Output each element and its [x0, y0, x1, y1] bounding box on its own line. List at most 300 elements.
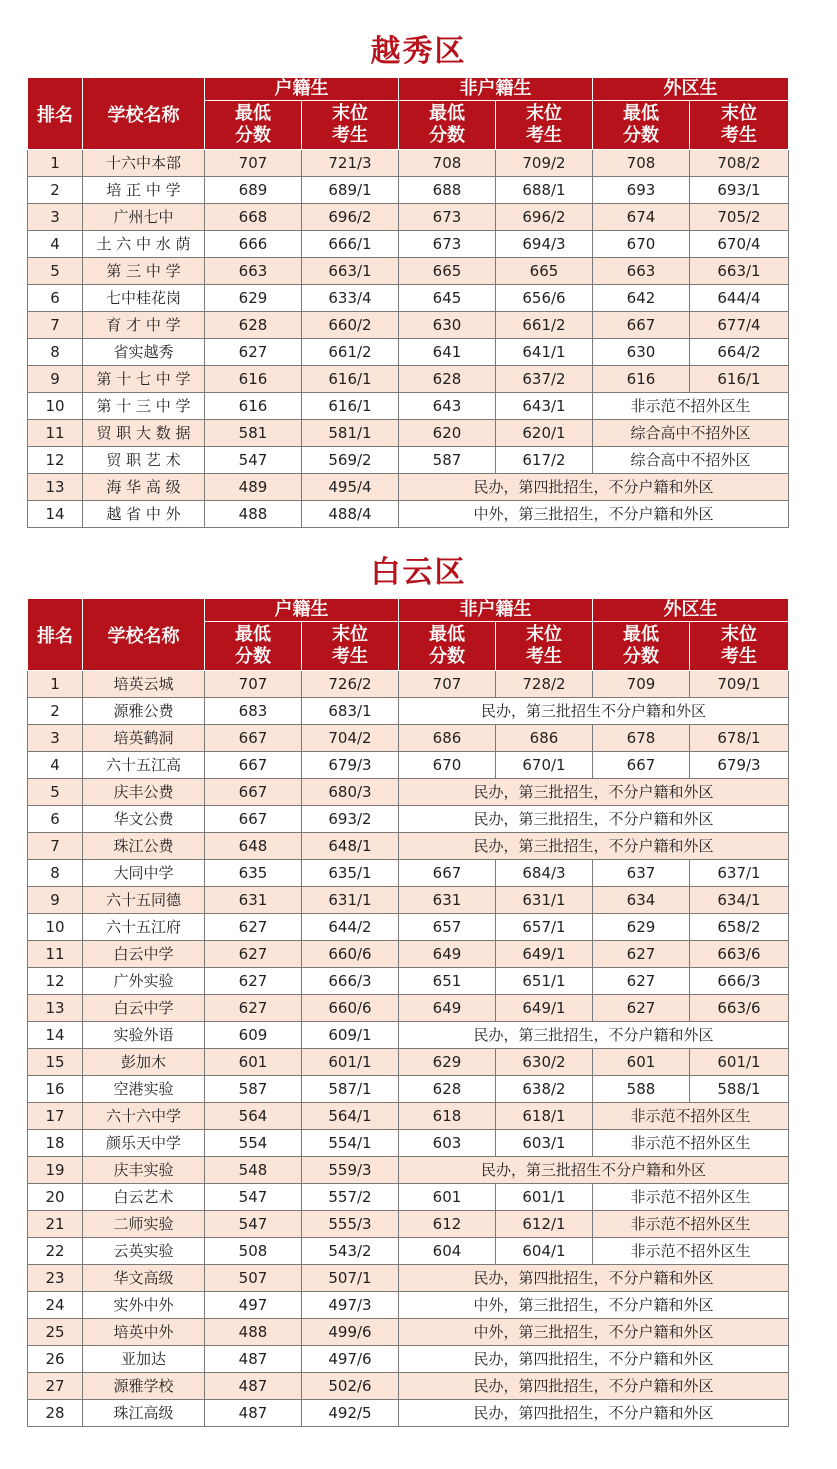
rank-cell: 2 [28, 177, 83, 204]
local-last-candidate: 635/1 [302, 860, 399, 887]
note-cell: 综合高中不招外区 [593, 447, 789, 474]
school-name-cell: 六十五江府 [83, 914, 205, 941]
local-min-score: 628 [205, 312, 302, 339]
table-row [28, 393, 789, 420]
nonlocal-min-score: 603 [399, 1130, 496, 1157]
nonlocal-min-score: 641 [399, 339, 496, 366]
nonlocal-min-score: 651 [399, 968, 496, 995]
school-name-cell: 培英中外 [83, 1319, 205, 1346]
nonlocal-last-candidate: 649/1 [496, 941, 593, 968]
note-cell: 民办，第四批招生，不分户籍和外区 [399, 1400, 789, 1427]
rank-cell: 14 [28, 501, 83, 528]
nonlocal-last-candidate: 651/1 [496, 968, 593, 995]
header-group-outdistrict: 外区生 [593, 78, 789, 101]
local-last-candidate: 683/1 [302, 698, 399, 725]
nonlocal-min-score: 649 [399, 995, 496, 1022]
header-last-candidate: 末位 考生 [496, 622, 593, 671]
school-name-cell: 二师实验 [83, 1211, 205, 1238]
outdistrict-last-candidate: 678/1 [690, 725, 789, 752]
local-min-score: 707 [205, 150, 302, 177]
school-name-cell: 华文公费 [83, 806, 205, 833]
rank-cell: 28 [28, 1400, 83, 1427]
school-name-cell: 大同中学 [83, 860, 205, 887]
header-min-score: 最低 分数 [399, 622, 496, 671]
local-min-score: 631 [205, 887, 302, 914]
header-min-score: 最低 分数 [205, 101, 302, 150]
local-min-score: 587 [205, 1076, 302, 1103]
header-rank: 排名 [28, 78, 83, 150]
rank-cell: 15 [28, 1049, 83, 1076]
rank-cell: 16 [28, 1076, 83, 1103]
nonlocal-min-score: 707 [399, 671, 496, 698]
outdistrict-min-score: 637 [593, 860, 690, 887]
table-row [28, 887, 789, 914]
school-name-cell: 十六中本部 [83, 150, 205, 177]
local-min-score: 667 [205, 752, 302, 779]
school-name-cell: 培英鹤洞 [83, 725, 205, 752]
nonlocal-last-candidate: 684/3 [496, 860, 593, 887]
rank-cell: 14 [28, 1022, 83, 1049]
local-min-score: 667 [205, 779, 302, 806]
note-cell: 中外，第三批招生，不分户籍和外区 [399, 1292, 789, 1319]
local-last-candidate: 726/2 [302, 671, 399, 698]
local-last-candidate: 663/1 [302, 258, 399, 285]
nonlocal-min-score: 612 [399, 1211, 496, 1238]
local-min-score: 488 [205, 1319, 302, 1346]
outdistrict-min-score: 629 [593, 914, 690, 941]
nonlocal-min-score: 631 [399, 887, 496, 914]
rank-cell: 3 [28, 204, 83, 231]
header-school-name: 学校名称 [83, 599, 205, 671]
outdistrict-last-candidate: 663/6 [690, 941, 789, 968]
outdistrict-last-candidate: 616/1 [690, 366, 789, 393]
rank-cell: 6 [28, 285, 83, 312]
school-name-cell: 源雅学校 [83, 1373, 205, 1400]
baiyun-score-table [27, 598, 789, 1427]
local-last-candidate: 680/3 [302, 779, 399, 806]
header-min-score: 最低 分数 [593, 622, 690, 671]
local-min-score: 547 [205, 1184, 302, 1211]
local-last-candidate: 704/2 [302, 725, 399, 752]
note-cell: 民办，第三批招生，不分户籍和外区 [399, 806, 789, 833]
local-last-candidate: 543/2 [302, 1238, 399, 1265]
table-row [28, 698, 789, 725]
local-min-score: 627 [205, 941, 302, 968]
note-cell: 非示范不招外区生 [593, 1103, 789, 1130]
note-cell: 民办，第三批招生，不分户籍和外区 [399, 779, 789, 806]
local-last-candidate: 492/5 [302, 1400, 399, 1427]
rank-cell: 22 [28, 1238, 83, 1265]
nonlocal-min-score: 629 [399, 1049, 496, 1076]
school-name-cell: 越 省 中 外 [83, 501, 205, 528]
table-row [28, 752, 789, 779]
nonlocal-last-candidate: 728/2 [496, 671, 593, 698]
header-last-candidate: 末位 考生 [302, 101, 399, 150]
local-last-candidate: 507/1 [302, 1265, 399, 1292]
header-min-score: 最低 分数 [399, 101, 496, 150]
table-body [28, 671, 789, 1427]
header-rank: 排名 [28, 599, 83, 671]
local-last-candidate: 499/6 [302, 1319, 399, 1346]
header-group-outdistrict: 外区生 [593, 599, 789, 622]
local-min-score: 627 [205, 968, 302, 995]
nonlocal-min-score: 673 [399, 204, 496, 231]
nonlocal-min-score: 667 [399, 860, 496, 887]
yuexiu-score-table [27, 77, 789, 528]
nonlocal-last-candidate: 620/1 [496, 420, 593, 447]
outdistrict-min-score: 601 [593, 1049, 690, 1076]
nonlocal-last-candidate: 643/1 [496, 393, 593, 420]
table-row [28, 285, 789, 312]
nonlocal-min-score: 628 [399, 366, 496, 393]
local-min-score: 627 [205, 914, 302, 941]
nonlocal-last-candidate: 617/2 [496, 447, 593, 474]
local-min-score: 627 [205, 339, 302, 366]
nonlocal-min-score: 643 [399, 393, 496, 420]
table-row [28, 1184, 789, 1211]
local-min-score: 667 [205, 806, 302, 833]
outdistrict-last-candidate: 601/1 [690, 1049, 789, 1076]
outdistrict-min-score: 630 [593, 339, 690, 366]
rank-cell: 12 [28, 447, 83, 474]
local-last-candidate: 666/1 [302, 231, 399, 258]
local-min-score: 487 [205, 1346, 302, 1373]
school-name-cell: 白云艺术 [83, 1184, 205, 1211]
local-min-score: 581 [205, 420, 302, 447]
rank-cell: 27 [28, 1373, 83, 1400]
school-name-cell: 第 十 七 中 学 [83, 366, 205, 393]
section-title-baiyun: 白云区 [370, 555, 467, 590]
table-row [28, 1157, 789, 1184]
header-group-nonlocal: 非户籍生 [399, 599, 593, 622]
local-min-score: 663 [205, 258, 302, 285]
nonlocal-min-score: 670 [399, 752, 496, 779]
school-name-cell: 贸 职 大 数 据 [83, 420, 205, 447]
school-name-cell: 颜乐天中学 [83, 1130, 205, 1157]
rank-cell: 1 [28, 150, 83, 177]
outdistrict-last-candidate: 644/4 [690, 285, 789, 312]
nonlocal-last-candidate: 657/1 [496, 914, 593, 941]
local-min-score: 547 [205, 447, 302, 474]
outdistrict-min-score: 627 [593, 995, 690, 1022]
section-title-yuexiu: 越秀区 [370, 34, 467, 69]
school-name-cell: 广外实验 [83, 968, 205, 995]
outdistrict-last-candidate: 693/1 [690, 177, 789, 204]
note-cell: 中外，第三批招生，不分户籍和外区 [399, 501, 789, 528]
table-row [28, 1022, 789, 1049]
table-row [28, 833, 789, 860]
rank-cell: 24 [28, 1292, 83, 1319]
header-school-name: 学校名称 [83, 78, 205, 150]
outdistrict-last-candidate: 666/3 [690, 968, 789, 995]
rank-cell: 26 [28, 1346, 83, 1373]
rank-cell: 1 [28, 671, 83, 698]
local-min-score: 487 [205, 1400, 302, 1427]
table-row [28, 312, 789, 339]
local-min-score: 609 [205, 1022, 302, 1049]
school-name-cell: 第 十 三 中 学 [83, 393, 205, 420]
nonlocal-last-candidate: 631/1 [496, 887, 593, 914]
rank-cell: 17 [28, 1103, 83, 1130]
school-name-cell: 六十六中学 [83, 1103, 205, 1130]
nonlocal-last-candidate: 618/1 [496, 1103, 593, 1130]
nonlocal-last-candidate: 696/2 [496, 204, 593, 231]
local-last-candidate: 696/2 [302, 204, 399, 231]
nonlocal-last-candidate: 603/1 [496, 1130, 593, 1157]
outdistrict-last-candidate: 637/1 [690, 860, 789, 887]
outdistrict-last-candidate: 658/2 [690, 914, 789, 941]
header-last-candidate: 末位 考生 [690, 622, 789, 671]
nonlocal-last-candidate: 638/2 [496, 1076, 593, 1103]
local-min-score: 629 [205, 285, 302, 312]
rank-cell: 8 [28, 860, 83, 887]
nonlocal-last-candidate: 604/1 [496, 1238, 593, 1265]
nonlocal-min-score: 620 [399, 420, 496, 447]
school-name-cell: 华文高级 [83, 1265, 205, 1292]
header-last-candidate: 末位 考生 [496, 101, 593, 150]
nonlocal-min-score: 630 [399, 312, 496, 339]
local-min-score: 507 [205, 1265, 302, 1292]
local-min-score: 616 [205, 366, 302, 393]
header-min-score: 最低 分数 [593, 101, 690, 150]
rank-cell: 20 [28, 1184, 83, 1211]
local-min-score: 488 [205, 501, 302, 528]
nonlocal-min-score: 686 [399, 725, 496, 752]
school-name-cell: 省实越秀 [83, 339, 205, 366]
local-min-score: 548 [205, 1157, 302, 1184]
table-row [28, 339, 789, 366]
local-last-candidate: 587/1 [302, 1076, 399, 1103]
nonlocal-last-candidate: 709/2 [496, 150, 593, 177]
table-row [28, 1292, 789, 1319]
note-cell: 民办，第四批招生，不分户籍和外区 [399, 1373, 789, 1400]
table-row [28, 860, 789, 887]
school-name-cell: 云英实验 [83, 1238, 205, 1265]
outdistrict-last-candidate: 708/2 [690, 150, 789, 177]
local-last-candidate: 660/6 [302, 941, 399, 968]
school-name-cell: 白云中学 [83, 941, 205, 968]
local-min-score: 707 [205, 671, 302, 698]
nonlocal-min-score: 601 [399, 1184, 496, 1211]
nonlocal-min-score: 645 [399, 285, 496, 312]
local-last-candidate: 569/2 [302, 447, 399, 474]
nonlocal-last-candidate: 670/1 [496, 752, 593, 779]
outdistrict-last-candidate: 709/1 [690, 671, 789, 698]
header-last-candidate: 末位 考生 [690, 101, 789, 150]
note-cell: 民办，第四批招生，不分户籍和外区 [399, 1346, 789, 1373]
nonlocal-last-candidate: 661/2 [496, 312, 593, 339]
table-row [28, 231, 789, 258]
local-min-score: 627 [205, 995, 302, 1022]
outdistrict-min-score: 667 [593, 752, 690, 779]
nonlocal-min-score: 628 [399, 1076, 496, 1103]
table-row [28, 806, 789, 833]
nonlocal-min-score: 657 [399, 914, 496, 941]
nonlocal-last-candidate: 630/2 [496, 1049, 593, 1076]
local-last-candidate: 488/4 [302, 501, 399, 528]
note-cell: 中外，第三批招生，不分户籍和外区 [399, 1319, 789, 1346]
rank-cell: 8 [28, 339, 83, 366]
local-last-candidate: 666/3 [302, 968, 399, 995]
nonlocal-min-score: 688 [399, 177, 496, 204]
local-last-candidate: 631/1 [302, 887, 399, 914]
outdistrict-min-score: 674 [593, 204, 690, 231]
table-row [28, 1103, 789, 1130]
local-min-score: 668 [205, 204, 302, 231]
header-group-local: 户籍生 [205, 78, 399, 101]
nonlocal-last-candidate: 637/2 [496, 366, 593, 393]
nonlocal-min-score: 649 [399, 941, 496, 968]
rank-cell: 7 [28, 312, 83, 339]
rank-cell: 4 [28, 752, 83, 779]
outdistrict-last-candidate: 663/1 [690, 258, 789, 285]
school-name-cell: 彭加木 [83, 1049, 205, 1076]
nonlocal-last-candidate: 694/3 [496, 231, 593, 258]
rank-cell: 12 [28, 968, 83, 995]
school-name-cell: 庆丰实验 [83, 1157, 205, 1184]
outdistrict-last-candidate: 705/2 [690, 204, 789, 231]
rank-cell: 5 [28, 779, 83, 806]
school-name-cell: 广州七中 [83, 204, 205, 231]
local-last-candidate: 616/1 [302, 393, 399, 420]
rank-cell: 2 [28, 698, 83, 725]
rank-cell: 21 [28, 1211, 83, 1238]
rank-cell: 3 [28, 725, 83, 752]
local-min-score: 489 [205, 474, 302, 501]
local-min-score: 497 [205, 1292, 302, 1319]
nonlocal-min-score: 708 [399, 150, 496, 177]
school-name-cell: 实验外语 [83, 1022, 205, 1049]
header-last-candidate: 末位 考生 [302, 622, 399, 671]
table-row [28, 366, 789, 393]
table-row [28, 1238, 789, 1265]
local-last-candidate: 609/1 [302, 1022, 399, 1049]
nonlocal-last-candidate: 601/1 [496, 1184, 593, 1211]
outdistrict-min-score: 709 [593, 671, 690, 698]
note-cell: 民办，第三批招生，不分户籍和外区 [399, 833, 789, 860]
school-name-cell: 空港实验 [83, 1076, 205, 1103]
nonlocal-min-score: 587 [399, 447, 496, 474]
local-last-candidate: 679/3 [302, 752, 399, 779]
outdistrict-last-candidate: 677/4 [690, 312, 789, 339]
local-last-candidate: 554/1 [302, 1130, 399, 1157]
note-cell: 民办，第三批招生不分户籍和外区 [399, 1157, 789, 1184]
table-row [28, 779, 789, 806]
note-cell: 非示范不招外区生 [593, 393, 789, 420]
rank-cell: 9 [28, 887, 83, 914]
header-group-local: 户籍生 [205, 599, 399, 622]
note-cell: 非示范不招外区生 [593, 1130, 789, 1157]
outdistrict-last-candidate: 588/1 [690, 1076, 789, 1103]
rank-cell: 11 [28, 941, 83, 968]
local-last-candidate: 616/1 [302, 366, 399, 393]
local-min-score: 683 [205, 698, 302, 725]
local-last-candidate: 660/6 [302, 995, 399, 1022]
local-min-score: 601 [205, 1049, 302, 1076]
table-row [28, 150, 789, 177]
local-min-score: 547 [205, 1211, 302, 1238]
outdistrict-last-candidate: 634/1 [690, 887, 789, 914]
school-name-cell: 实外中外 [83, 1292, 205, 1319]
table-row [28, 1400, 789, 1427]
local-last-candidate: 559/3 [302, 1157, 399, 1184]
outdistrict-min-score: 616 [593, 366, 690, 393]
local-last-candidate: 502/6 [302, 1373, 399, 1400]
outdistrict-min-score: 588 [593, 1076, 690, 1103]
school-name-cell: 培 正 中 学 [83, 177, 205, 204]
school-name-cell: 六十五江高 [83, 752, 205, 779]
table-row [28, 725, 789, 752]
school-name-cell: 庆丰公费 [83, 779, 205, 806]
nonlocal-min-score: 665 [399, 258, 496, 285]
local-last-candidate: 693/2 [302, 806, 399, 833]
rank-cell: 10 [28, 914, 83, 941]
table-row [28, 1319, 789, 1346]
school-name-cell: 贸 职 艺 术 [83, 447, 205, 474]
table-row [28, 1130, 789, 1157]
local-last-candidate: 660/2 [302, 312, 399, 339]
local-min-score: 667 [205, 725, 302, 752]
local-last-candidate: 497/3 [302, 1292, 399, 1319]
outdistrict-min-score: 627 [593, 941, 690, 968]
nonlocal-min-score: 604 [399, 1238, 496, 1265]
local-min-score: 616 [205, 393, 302, 420]
outdistrict-min-score: 708 [593, 150, 690, 177]
table-row [28, 914, 789, 941]
nonlocal-last-candidate: 656/6 [496, 285, 593, 312]
rank-cell: 9 [28, 366, 83, 393]
table-row [28, 941, 789, 968]
note-cell: 非示范不招外区生 [593, 1184, 789, 1211]
rank-cell: 4 [28, 231, 83, 258]
header-min-score: 最低 分数 [205, 622, 302, 671]
note-cell: 民办，第四批招生，不分户籍和外区 [399, 1265, 789, 1292]
local-min-score: 635 [205, 860, 302, 887]
rank-cell: 7 [28, 833, 83, 860]
local-min-score: 648 [205, 833, 302, 860]
rank-cell: 13 [28, 995, 83, 1022]
local-last-candidate: 689/1 [302, 177, 399, 204]
local-last-candidate: 648/1 [302, 833, 399, 860]
school-name-cell: 源雅公费 [83, 698, 205, 725]
outdistrict-last-candidate: 664/2 [690, 339, 789, 366]
local-last-candidate: 644/2 [302, 914, 399, 941]
table-row [28, 177, 789, 204]
nonlocal-min-score: 618 [399, 1103, 496, 1130]
nonlocal-last-candidate: 641/1 [496, 339, 593, 366]
rank-cell: 18 [28, 1130, 83, 1157]
table-row [28, 1346, 789, 1373]
header-group-nonlocal: 非户籍生 [399, 78, 593, 101]
outdistrict-min-score: 693 [593, 177, 690, 204]
local-last-candidate: 721/3 [302, 150, 399, 177]
table-row [28, 501, 789, 528]
school-name-cell: 六十五同德 [83, 887, 205, 914]
table-row [28, 671, 789, 698]
rank-cell: 11 [28, 420, 83, 447]
school-name-cell: 七中桂花岗 [83, 285, 205, 312]
local-last-candidate: 633/4 [302, 285, 399, 312]
school-name-cell: 土 六 中 水 荫 [83, 231, 205, 258]
outdistrict-min-score: 667 [593, 312, 690, 339]
local-min-score: 554 [205, 1130, 302, 1157]
nonlocal-last-candidate: 612/1 [496, 1211, 593, 1238]
rank-cell: 25 [28, 1319, 83, 1346]
school-name-cell: 亚加达 [83, 1346, 205, 1373]
note-cell: 民办，第四批招生，不分户籍和外区 [399, 474, 789, 501]
nonlocal-last-candidate: 688/1 [496, 177, 593, 204]
school-name-cell: 珠江高级 [83, 1400, 205, 1427]
